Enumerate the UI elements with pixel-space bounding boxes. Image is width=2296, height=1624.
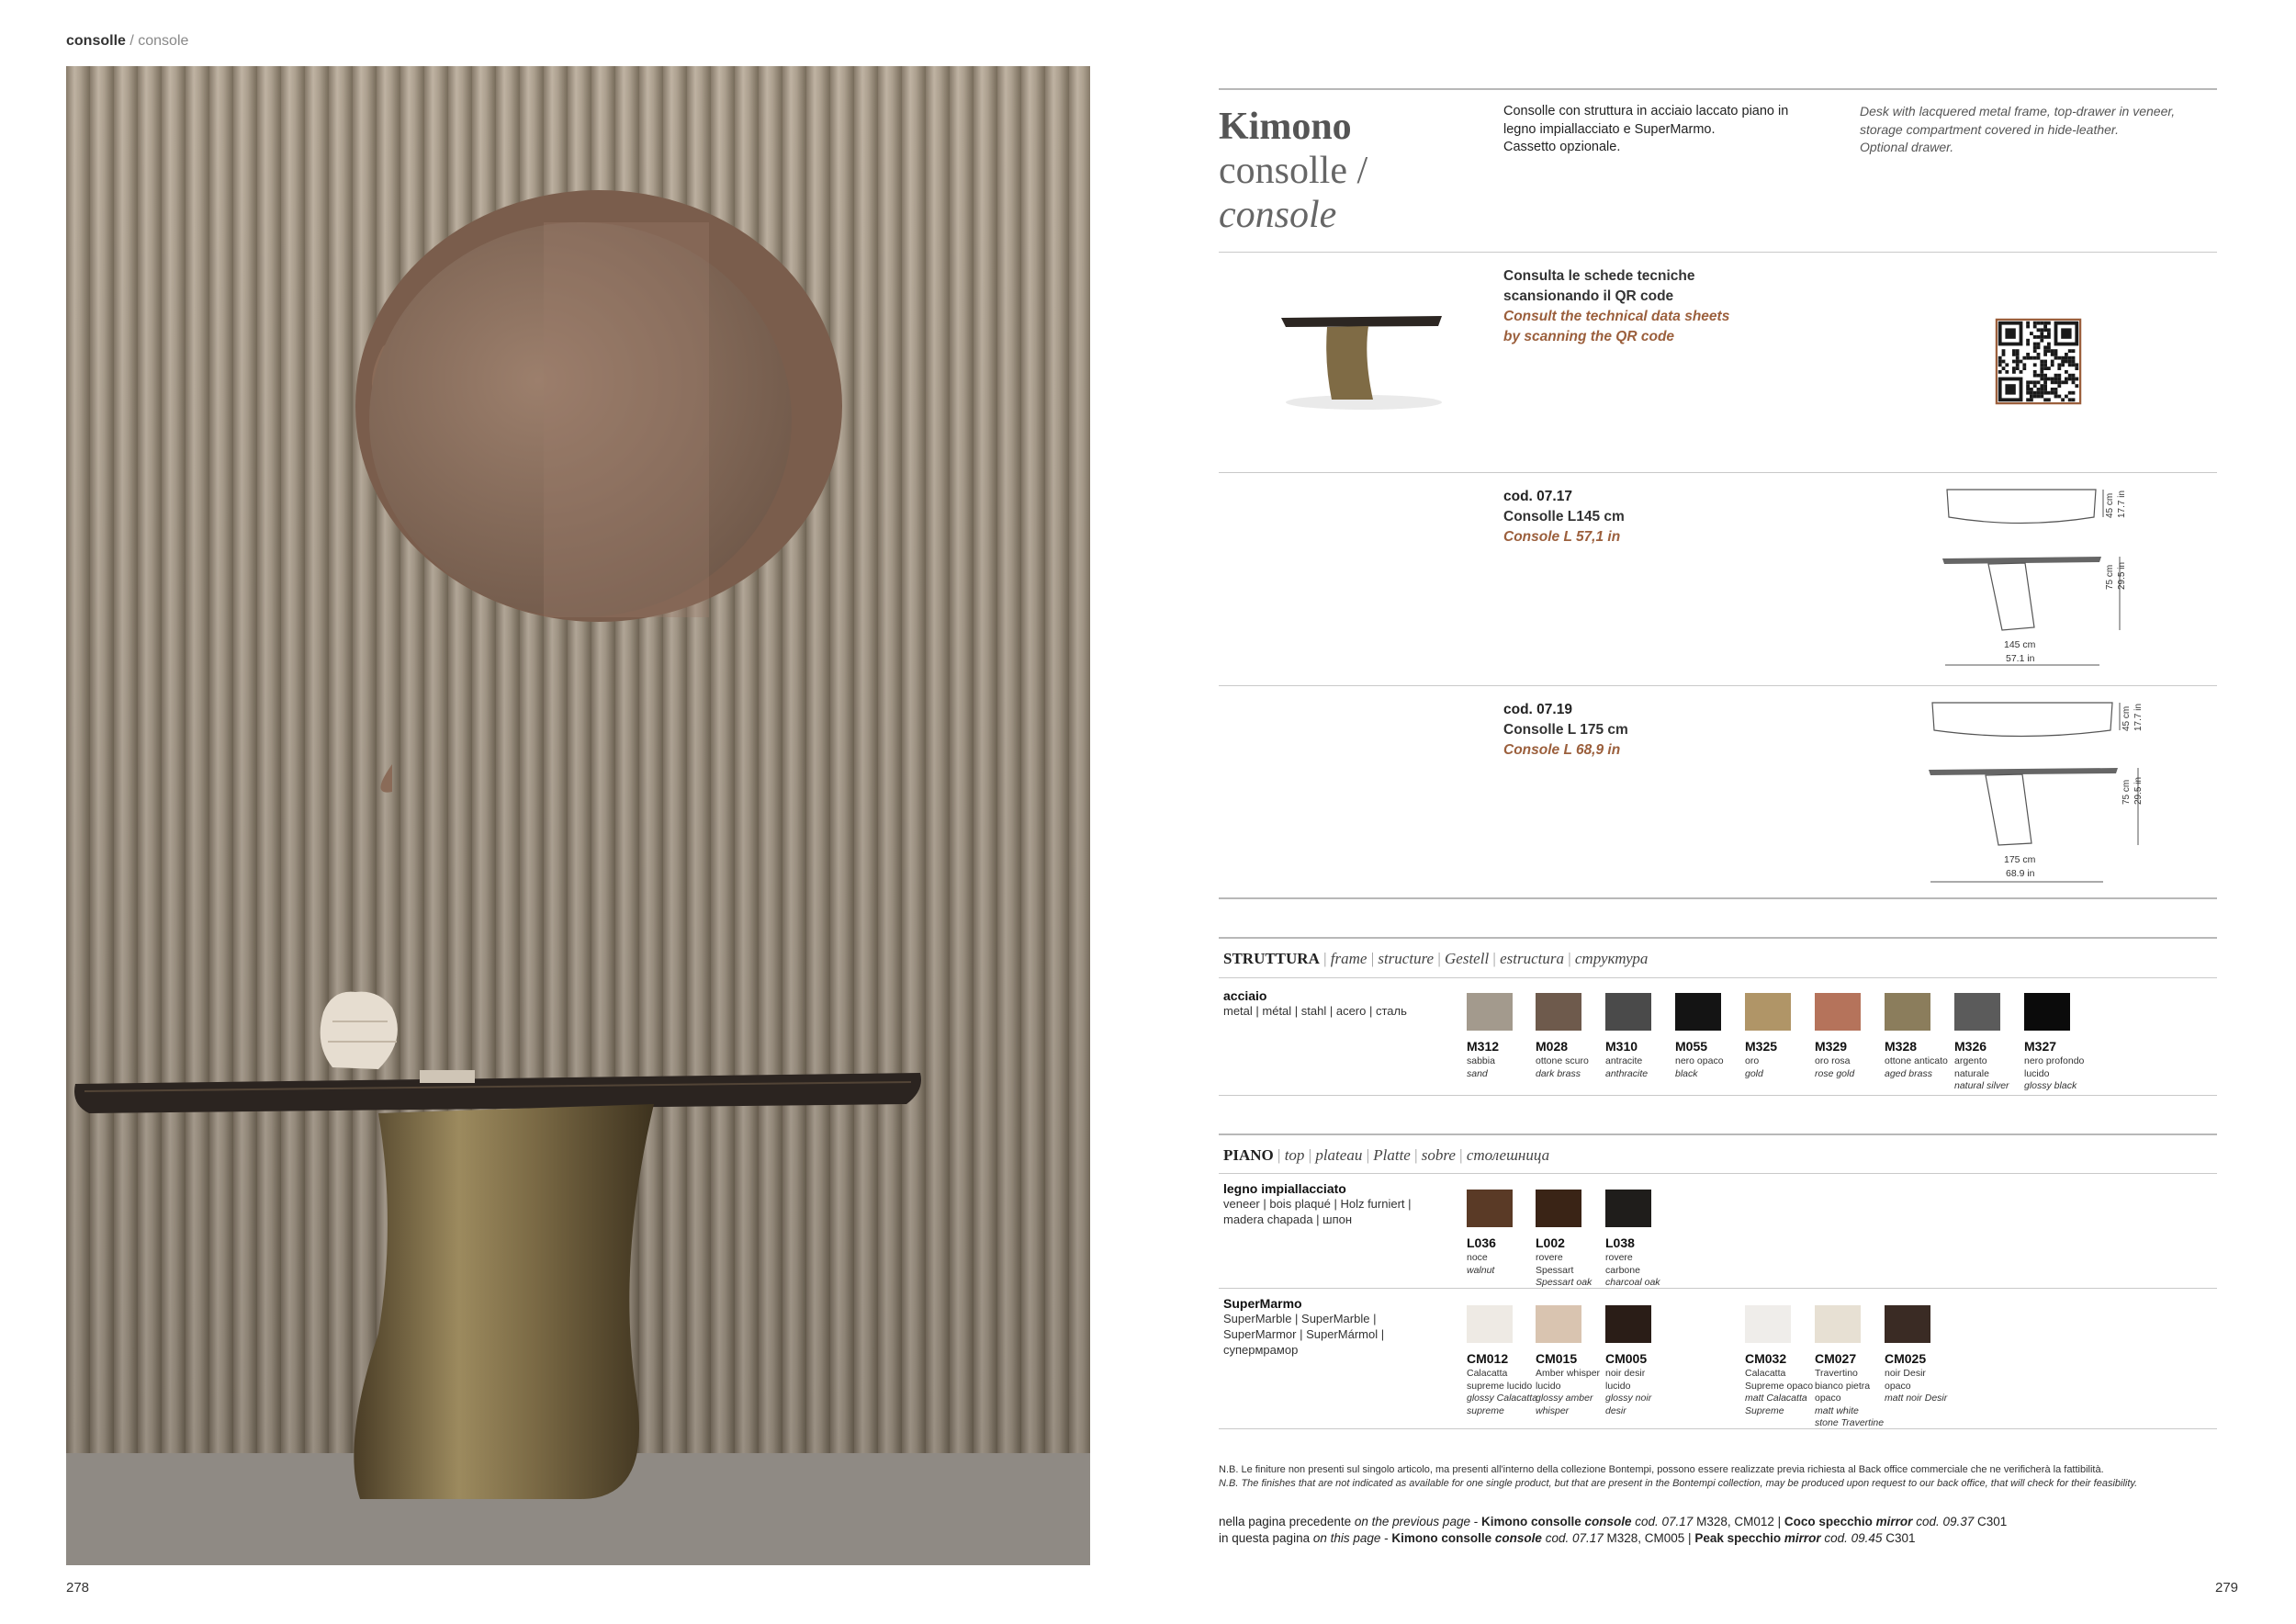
qr-text-en: Consult the technical data sheets bbox=[1503, 309, 1730, 324]
material-translations: SuperMarmor | SuperMármol | bbox=[1223, 1327, 1385, 1341]
swatch-label: Calacatta Supreme opaco matt Calacatta Supreme bbox=[1745, 1368, 1814, 1416]
product-1-name: Consolle L145 cm bbox=[1503, 509, 1625, 524]
lang-label: plateau bbox=[1315, 1146, 1363, 1164]
divider-top bbox=[1219, 88, 2217, 90]
swatch-label: argento naturale natural silver bbox=[1954, 1055, 2009, 1091]
depth-in: 17.7 in bbox=[2117, 490, 2127, 518]
qr-text-en: by scanning the QR code bbox=[1503, 329, 1675, 344]
struttura-material bbox=[1223, 988, 1407, 1019]
product-1-width-in: 57.1 in bbox=[2006, 653, 2035, 664]
swatch-code: M028 bbox=[1536, 1039, 1569, 1054]
fp-text: cod. 07.17 bbox=[1631, 1515, 1694, 1528]
swatch-code: CM005 bbox=[1605, 1351, 1648, 1366]
material-name: SuperMarmo bbox=[1223, 1296, 1302, 1311]
swatch-label: noir desir lucido glossy noir desir bbox=[1605, 1368, 1652, 1416]
title-line3: console bbox=[1219, 194, 1337, 236]
lang-label: top bbox=[1284, 1146, 1305, 1164]
swatch-code: CM025 bbox=[1885, 1351, 1927, 1366]
struttura-swatch-m028 bbox=[1536, 993, 1581, 1031]
wood-swatch-l002 bbox=[1536, 1190, 1581, 1227]
product-thumbnail bbox=[1277, 312, 1446, 413]
depth-in: 17.7 in bbox=[2133, 703, 2144, 731]
material-translations: SuperMarble | SuperMarble | bbox=[1223, 1312, 1377, 1325]
swatch-code: CM015 bbox=[1536, 1351, 1578, 1366]
fp-text: Coco specchio bbox=[1784, 1515, 1876, 1528]
lang-label: столешница bbox=[1466, 1146, 1550, 1164]
swatch-label: rovere carbone charcoal oak bbox=[1605, 1252, 1660, 1288]
struttura-swatch-m326 bbox=[1954, 993, 2000, 1031]
desc-it-line: legno impiallacciato e SuperMarmo. bbox=[1503, 121, 1716, 137]
product-2-name: Consolle L 175 cm bbox=[1503, 722, 1628, 738]
fp-text: - bbox=[1469, 1515, 1481, 1528]
divider-struttura-bottom bbox=[1219, 1095, 2217, 1096]
desc-en-line: storage compartment covered in hide-leather. bbox=[1860, 121, 2119, 137]
qr-text-it: Consulta le schede tecniche bbox=[1503, 268, 1695, 284]
tp-text: mirror bbox=[1784, 1531, 1821, 1545]
breadcrumb-main: consolle bbox=[66, 33, 126, 49]
tp-text: cod. 07.17 bbox=[1541, 1531, 1604, 1545]
divider-piano-top bbox=[1219, 1133, 2217, 1135]
qr-text-it: scansionando il QR code bbox=[1503, 288, 1674, 304]
struttura-swatch-m312 bbox=[1467, 993, 1513, 1031]
title-line2: consolle / bbox=[1219, 150, 1368, 192]
tp-text: - bbox=[1380, 1531, 1392, 1545]
lang-label: frame bbox=[1330, 950, 1367, 967]
swatch-label: rovere Spessart Spessart oak bbox=[1536, 1252, 1593, 1288]
struttura-swatch-m327 bbox=[2024, 993, 2070, 1031]
swatch-code: L038 bbox=[1605, 1235, 1635, 1250]
footer-this-page bbox=[1219, 1531, 1915, 1545]
swatch-label: ottone scuro dark brass bbox=[1536, 1055, 1589, 1079]
swatch-label: antracite anthracite bbox=[1605, 1055, 1649, 1079]
breadcrumb-alt: console bbox=[138, 33, 189, 49]
desc-it-line: Consolle con struttura in acciaio laccato piano in bbox=[1503, 104, 1789, 118]
breadcrumb bbox=[66, 33, 188, 50]
swatch-code: M328 bbox=[1885, 1039, 1918, 1054]
struttura-title: STRUTTURA bbox=[1223, 950, 1320, 967]
product-2-height bbox=[2122, 780, 2132, 805]
swatch-code: L036 bbox=[1467, 1235, 1496, 1250]
product-1-width-cm: 145 cm bbox=[2004, 639, 2036, 650]
tp-text: in questa pagina bbox=[1219, 1531, 1313, 1545]
swatch-label: oro gold bbox=[1745, 1055, 1763, 1079]
page-number-right: 279 bbox=[2215, 1580, 2239, 1596]
swatch-code: L002 bbox=[1536, 1235, 1565, 1250]
swatch-code: M326 bbox=[1954, 1039, 1987, 1054]
divider-struttura-top bbox=[1219, 937, 2217, 939]
swatch-label: noce walnut bbox=[1467, 1252, 1495, 1276]
lang-label: структура bbox=[1574, 950, 1649, 967]
height-cm: 75 cm bbox=[2122, 779, 2132, 805]
qr-instructions bbox=[1503, 266, 1729, 347]
divider-products bbox=[1219, 472, 2217, 473]
product-1-depth bbox=[2105, 493, 2115, 518]
swatch-label: ottone anticato aged brass bbox=[1885, 1055, 1948, 1079]
product-2-depth bbox=[2122, 706, 2132, 731]
footer-previous-page bbox=[1219, 1515, 2007, 1528]
description-italian bbox=[1503, 103, 1788, 157]
fp-text: M328, CM012 | bbox=[1693, 1515, 1784, 1528]
tp-text: Peak specchio bbox=[1694, 1531, 1784, 1545]
product-1-name-en: Console L 57,1 in bbox=[1503, 529, 1621, 545]
swatch-code: M329 bbox=[1815, 1039, 1848, 1054]
product-1-code: cod. 07.17 bbox=[1503, 489, 1572, 504]
piano-langs: | top | plateau | Platte | sobre | столешница bbox=[1277, 1146, 1550, 1164]
marble-swatch-cm015 bbox=[1536, 1305, 1581, 1343]
struttura-swatch-m055 bbox=[1675, 993, 1721, 1031]
swatch-label: oro rosa rose gold bbox=[1815, 1055, 1855, 1079]
piano-material-wood bbox=[1223, 1181, 1412, 1227]
material-translations: metal | métal | stahl | acero | сталь bbox=[1223, 1004, 1407, 1018]
wood-swatch-l038 bbox=[1605, 1190, 1651, 1227]
product-2-depth-in bbox=[2133, 704, 2144, 731]
fp-text: C301 bbox=[1974, 1515, 2008, 1528]
tp-text: console bbox=[1494, 1531, 1542, 1545]
fp-text: Kimono consolle bbox=[1480, 1515, 1585, 1528]
divider-piano bbox=[1219, 1173, 2217, 1174]
product-2-info bbox=[1503, 700, 1628, 761]
struttura-swatch-m325 bbox=[1745, 993, 1791, 1031]
divider-finishes bbox=[1219, 897, 2217, 899]
tp-text: C301 bbox=[1882, 1531, 1916, 1545]
swatch-label: nero opaco black bbox=[1675, 1055, 1724, 1079]
divider-struttura bbox=[1219, 977, 2217, 978]
product-2-drawing bbox=[1929, 698, 2149, 891]
fp-text: mirror bbox=[1875, 1515, 1913, 1528]
height-in: 29.5 in bbox=[2133, 776, 2144, 805]
piano-title: PIANO bbox=[1223, 1146, 1274, 1164]
material-name: acciaio bbox=[1223, 988, 1267, 1003]
marble-swatch-cm027 bbox=[1815, 1305, 1861, 1343]
swatch-label: sabbia sand bbox=[1467, 1055, 1495, 1079]
swatch-label: Amber whisper lucido glossy amber whisper bbox=[1536, 1368, 1601, 1416]
breadcrumb-separator: / bbox=[125, 33, 139, 49]
divider-piano-mid bbox=[1219, 1288, 2217, 1289]
title-line1: Kimono bbox=[1219, 106, 1352, 148]
product-1-height bbox=[2105, 565, 2115, 590]
desc-it-line: Cassetto opzionale. bbox=[1503, 140, 1621, 154]
photo-illustration bbox=[66, 66, 1090, 1565]
product-2-width-cm: 175 cm bbox=[2004, 854, 2036, 865]
product-1-height-in bbox=[2117, 562, 2127, 590]
note-italian: N.B. Le finiture non presenti sul singolo articolo, ma presenti all'interno della collezione Bontempi, possono essere realizzate previa richiesta al Back office commerciale che ne verificherà la fattibilità. bbox=[1219, 1464, 2104, 1475]
marble-swatch-cm032 bbox=[1745, 1305, 1791, 1343]
swatch-code: M310 bbox=[1605, 1039, 1638, 1054]
swatch-label: Travertino bianco pietra opaco matt white stone Travertine bbox=[1815, 1368, 1885, 1428]
lang-label: Platte bbox=[1373, 1146, 1411, 1164]
swatch-code: M327 bbox=[2024, 1039, 2057, 1054]
note-english: N.B. The finishes that are not indicated as available for one single product, but that are present in the Bontempi collection, may be produced upon request to our back office, that will check for their feasibility. bbox=[1219, 1478, 2138, 1489]
lang-label: structure bbox=[1378, 950, 1435, 967]
fp-text: nella pagina precedente bbox=[1219, 1515, 1355, 1528]
divider-product-2 bbox=[1219, 685, 2217, 686]
qr-code[interactable] bbox=[1995, 318, 2082, 405]
marble-swatch-cm005 bbox=[1605, 1305, 1651, 1343]
desc-en-line: Desk with lacquered metal frame, top-drawer in veneer, bbox=[1860, 104, 2176, 118]
height-in: 29.5 in bbox=[2117, 561, 2127, 590]
swatch-code: CM032 bbox=[1745, 1351, 1787, 1366]
swatch-code: M055 bbox=[1675, 1039, 1708, 1054]
piano-material-marble bbox=[1223, 1296, 1384, 1358]
fp-text: on the previous page bbox=[1354, 1515, 1470, 1528]
material-translations: супермрамор bbox=[1223, 1343, 1299, 1357]
material-translations: madera chapada | шпон bbox=[1223, 1212, 1353, 1226]
product-2-code: cod. 07.19 bbox=[1503, 702, 1572, 717]
swatch-label: Calacatta supreme lucido glossy Calacatta supreme bbox=[1467, 1368, 1538, 1416]
marble-swatch-cm025 bbox=[1885, 1305, 1930, 1343]
page-title bbox=[1219, 105, 1367, 237]
piano-heading bbox=[1223, 1146, 1549, 1165]
material-name: legno impiallacciato bbox=[1223, 1181, 1346, 1196]
lang-label: Gestell bbox=[1445, 950, 1490, 967]
struttura-swatch-m310 bbox=[1605, 993, 1651, 1031]
swatch-code: M325 bbox=[1745, 1039, 1778, 1054]
fp-text: cod. 09.37 bbox=[1912, 1515, 1975, 1528]
description-english bbox=[1860, 103, 2175, 157]
material-translations: veneer | bois plaqué | Holz furniert | bbox=[1223, 1197, 1412, 1211]
tp-text: M328, CM005 | bbox=[1603, 1531, 1695, 1545]
lang-label: estructura bbox=[1500, 950, 1564, 967]
tp-text: on this page bbox=[1312, 1531, 1381, 1545]
tp-text: Kimono consolle bbox=[1391, 1531, 1495, 1545]
depth-cm: 45 cm bbox=[2105, 492, 2115, 518]
marble-swatch-cm012 bbox=[1467, 1305, 1513, 1343]
product-1-info bbox=[1503, 487, 1625, 547]
desc-en-line: Optional drawer. bbox=[1860, 140, 1954, 154]
lang-label: sobre bbox=[1421, 1146, 1456, 1164]
product-2-width-in: 68.9 in bbox=[2006, 868, 2035, 879]
divider-qr bbox=[1219, 252, 2217, 253]
swatch-code: M312 bbox=[1467, 1039, 1500, 1054]
swatch-label: nero profondo lucido glossy black bbox=[2024, 1055, 2085, 1091]
product-2-height-in bbox=[2133, 777, 2144, 805]
product-photo bbox=[66, 66, 1090, 1565]
depth-cm: 45 cm bbox=[2122, 705, 2132, 731]
swatch-code: CM012 bbox=[1467, 1351, 1509, 1366]
struttura-swatch-m328 bbox=[1885, 993, 1930, 1031]
wood-swatch-l036 bbox=[1467, 1190, 1513, 1227]
swatch-label: noir Desir opaco matt noir Desir bbox=[1885, 1368, 1948, 1404]
divider-piano-bottom bbox=[1219, 1428, 2217, 1429]
struttura-swatch-m329 bbox=[1815, 993, 1861, 1031]
swatch-code: CM027 bbox=[1815, 1351, 1857, 1366]
struttura-langs: | frame | structure | Gestell | estructura | структура bbox=[1323, 950, 1649, 967]
struttura-heading bbox=[1223, 950, 1648, 968]
tp-text: cod. 09.45 bbox=[1820, 1531, 1883, 1545]
fp-text: console bbox=[1584, 1515, 1632, 1528]
height-cm: 75 cm bbox=[2105, 564, 2115, 590]
product-1-depth-in bbox=[2117, 491, 2127, 518]
page-number-left: 278 bbox=[66, 1580, 90, 1596]
product-2-name-en: Console L 68,9 in bbox=[1503, 742, 1621, 758]
